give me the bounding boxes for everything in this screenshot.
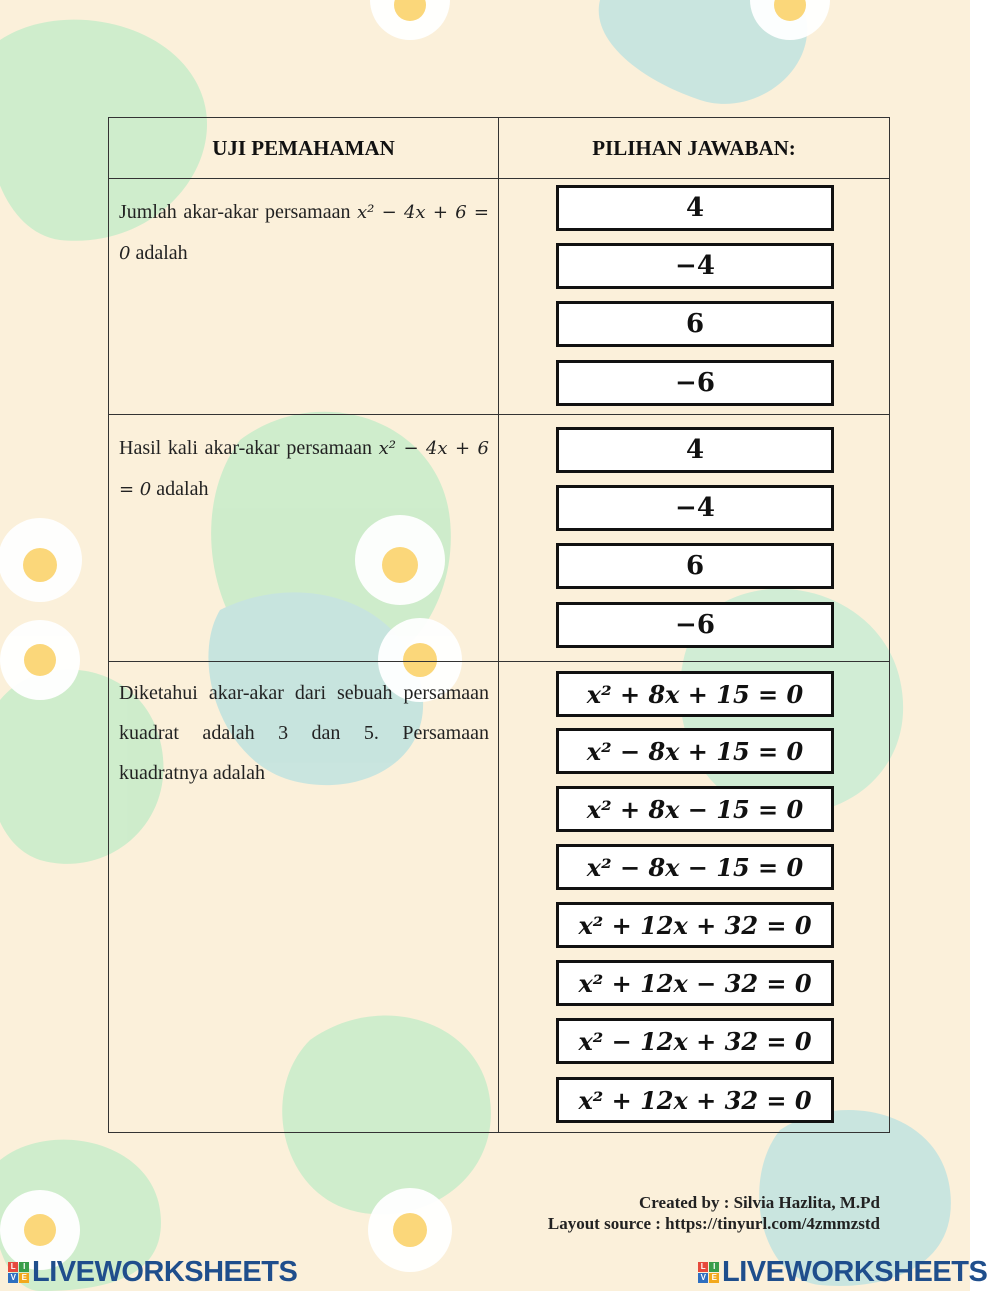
row-divider [109,414,889,415]
question-2-text: Hasil kali akar-akar persamaan x² − 4x + 6 = 0 adalah [119,437,489,500]
q2-option-c[interactable]: 6 [556,543,834,589]
liveworksheets-wordmark: LIVEWORKSHEETS [722,1255,988,1288]
q1-option-c[interactable]: 6 [556,301,834,347]
row-divider [109,661,889,662]
q3-option-a[interactable]: x² + 8x + 15 = 0 [556,671,834,717]
daisy-center [23,548,57,582]
credit-layout-source: Layout source : https://tinyurl.com/4zmmzstd [547,1214,880,1233]
question-1-text: Jumlah akar-akar persamaan x² − 4x + 6 = 0 adalah [119,201,489,264]
daisy-center [24,644,56,676]
q1-option-b[interactable]: −4 [556,243,834,289]
liveworksheets-logo-left[interactable] [8,1256,297,1288]
q2-option-a[interactable]: 4 [556,427,834,473]
right-margin-strip [970,0,1000,1291]
q1-option-a[interactable]: 4 [556,185,834,231]
column-divider [498,118,499,1132]
credit-author: Created by : Silvia Hazlita, M.Pd [639,1193,880,1212]
q3-option-e[interactable]: x² + 12x + 32 = 0 [556,902,834,948]
liveworksheets-wordmark: LIVEWORKSHEETS [32,1255,298,1288]
worksheet-table [108,117,890,1133]
question-3-text: Diketahui akar-akar dari sebuah persamaan kuadrat adalah 3 dan 5. Persamaan kuadratnya adalah [119,682,489,784]
q1-option-d[interactable]: −6 [556,360,834,406]
q3-option-d[interactable]: x² − 8x − 15 = 0 [556,844,834,890]
liveworksheets-logo-icon: L I V E [698,1262,719,1283]
header-pilihan-jawaban: PILIHAN JAWABAN: [592,136,796,160]
q3-option-h[interactable]: x² + 12x + 32 = 0 [556,1077,834,1123]
q3-option-c[interactable]: x² + 8x − 15 = 0 [556,786,834,832]
header-uji-pemahaman: UJI PEMAHAMAN [212,136,395,160]
liveworksheets-logo-icon: L I V E [8,1262,29,1283]
q2-option-d[interactable]: −6 [556,602,834,648]
daisy-center [24,1214,56,1246]
q3-option-g[interactable]: x² − 12x + 32 = 0 [556,1018,834,1064]
q3-option-f[interactable]: x² + 12x − 32 = 0 [556,960,834,1006]
q3-option-b[interactable]: x² − 8x + 15 = 0 [556,728,834,774]
liveworksheets-logo-right[interactable] [698,1256,987,1288]
q2-option-b[interactable]: −4 [556,485,834,531]
